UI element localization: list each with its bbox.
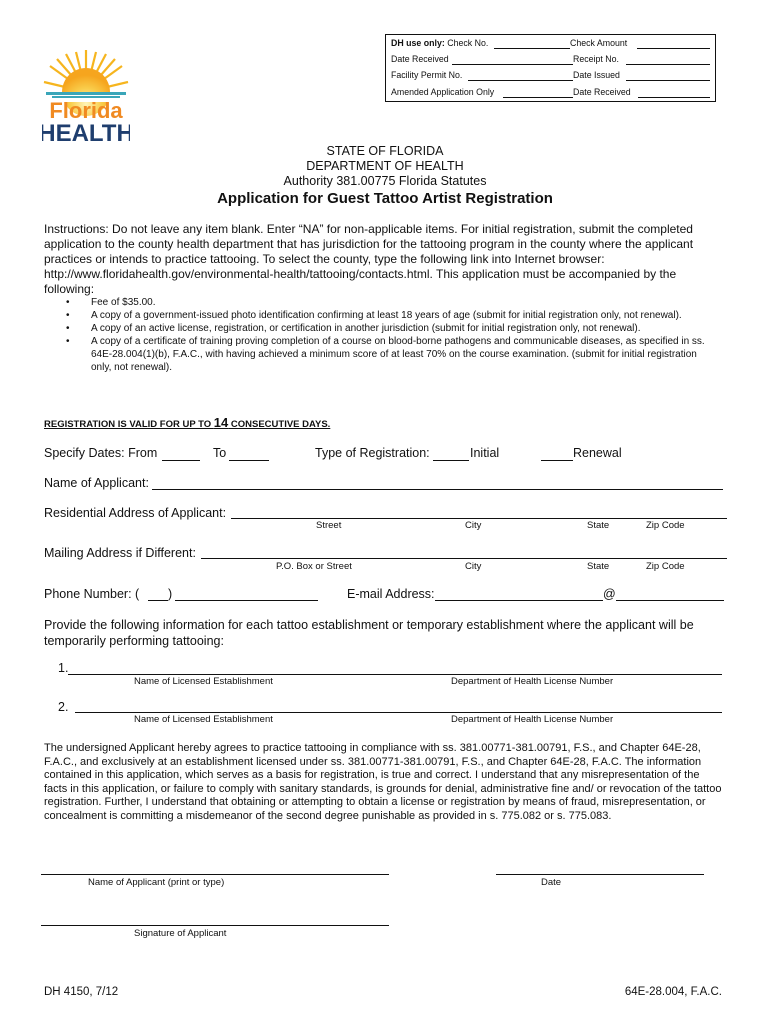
date-issued-label: Date Issued — [573, 70, 620, 80]
mailing-state-caption: State — [587, 561, 610, 572]
dates-from-label: Specify Dates: From — [44, 446, 158, 460]
mailing-zip-caption: Zip Code — [646, 561, 685, 572]
establishment-1-name-caption: Name of Licensed Establishment — [134, 676, 273, 687]
applicant-name-field[interactable] — [152, 489, 723, 490]
validity-post: CONSECUTIVE DAYS. — [228, 419, 331, 430]
residential-state-caption: State — [587, 520, 610, 531]
list-item: • A copy of an active license, registration, or certification in another jurisdiction (submit for initial registration only, not renewal). — [66, 322, 716, 335]
mailing-po-box-caption: P.O. Box or Street — [276, 561, 352, 572]
dh-use-only-label: DH use only: — [391, 38, 445, 48]
residential-zip-caption: Zip Code — [646, 520, 685, 531]
logo-text-health: HEALTH — [42, 120, 130, 144]
establishment-1-license-caption: Department of Health License Number — [451, 676, 614, 687]
residential-street-caption: Street — [316, 520, 342, 531]
establishment-1-number: 1. — [58, 661, 69, 675]
date-received-field[interactable] — [452, 64, 573, 65]
page-title: Application for Guest Tattoo Artist Registration — [217, 190, 553, 207]
amended-application-field[interactable] — [503, 97, 573, 98]
date-received-label: Date Received — [391, 54, 449, 64]
print-name-caption: Name of Applicant (print or type) — [88, 877, 225, 888]
applicant-name-label: Name of Applicant: — [44, 476, 149, 490]
check-no-label: Check No. — [444, 38, 489, 48]
dh-use-only-box — [385, 34, 716, 102]
establishment-2-name-caption: Name of Licensed Establishment — [134, 714, 273, 725]
residential-address-field[interactable] — [231, 518, 727, 519]
phone-label: Phone Number: ( — [44, 587, 140, 601]
date-from-field[interactable] — [162, 460, 200, 461]
residential-city-caption: City — [465, 520, 482, 531]
state-heading: STATE OF FLORIDA — [326, 144, 444, 158]
check-amount-label: Check Amount — [570, 38, 628, 48]
validity-days: 14 — [213, 415, 229, 430]
residential-address-label: Residential Address of Applicant: — [44, 506, 227, 520]
date-caption: Date — [541, 877, 562, 888]
amended-date-received-field[interactable] — [638, 97, 710, 98]
list-item: • A copy of a government-issued photo identification confirming at least 18 years of age (submit for initial registration only, not renewal). — [66, 309, 716, 322]
facility-permit-label: Facility Permit No. — [391, 70, 463, 80]
check-amount-field[interactable] — [637, 48, 710, 49]
validity-notice — [44, 415, 330, 430]
requirements-list — [66, 296, 716, 374]
phone-number-field[interactable] — [175, 600, 318, 601]
mailing-address-field[interactable] — [201, 558, 727, 559]
date-signed-field[interactable] — [496, 874, 704, 875]
florida-health-logo — [42, 48, 130, 144]
logo-text-florida: Florida — [49, 98, 123, 123]
sun-icon — [42, 48, 130, 144]
amended-application-label: Amended Application Only — [391, 87, 495, 97]
signature-caption: Signature of Applicant — [134, 928, 227, 939]
list-item: • Fee of $35.00. — [66, 296, 716, 309]
dates-to-label: To — [213, 446, 227, 460]
form-number: DH 4150, 7/12 — [44, 986, 119, 998]
email-at-sign: @ — [603, 587, 616, 601]
authority-line: Authority 381.00775 Florida Statutes — [283, 174, 487, 188]
instructions-text: Instructions: Do not leave any item blank. Enter “NA” for non-applicable items. For initial registration, submit the completed application to the county health department that has jurisdiction for the tattooing program in the county where the applicant practices or intends to practice tattooing. To select the county, type the following link into Internet browser: http://www.floridahealth.gov/environmental-health/tattooing/contacts.html. This application must be accompanied by the following: — [44, 222, 694, 296]
establishment-2-number: 2. — [58, 700, 69, 714]
email-user-field[interactable] — [435, 600, 603, 601]
phone-area-code-field[interactable] — [148, 600, 168, 601]
establishment-2-field[interactable] — [75, 712, 722, 713]
facility-permit-field[interactable] — [468, 80, 573, 81]
renewal-checkbox-line[interactable] — [541, 460, 573, 461]
phone-paren: ) — [168, 587, 173, 601]
renewal-label: Renewal — [573, 446, 622, 460]
date-to-field[interactable] — [229, 460, 269, 461]
rule-citation: 64E-28.004, F.A.C. — [624, 986, 722, 998]
applicant-print-name-field[interactable] — [41, 874, 389, 875]
signature-field[interactable] — [41, 925, 389, 926]
establishment-2-license-caption: Department of Health License Number — [451, 714, 614, 725]
establishment-1-field[interactable] — [68, 674, 722, 675]
date-issued-field[interactable] — [626, 80, 710, 81]
department-heading: DEPARTMENT OF HEALTH — [306, 159, 464, 173]
receipt-no-field[interactable] — [626, 64, 710, 65]
amended-date-received-label: Date Received — [573, 87, 631, 97]
validity-pre: REGISTRATION IS VALID FOR UP TO — [44, 419, 214, 430]
email-domain-field[interactable] — [616, 600, 724, 601]
check-no-field[interactable] — [494, 48, 570, 49]
establishment-instructions: Provide the following information for each tattoo establishment or temporary establishment where the applicant will be temporarily performing tattooing: — [44, 618, 694, 648]
dh-row-check — [391, 38, 488, 48]
email-label: E-mail Address: — [347, 587, 435, 601]
initial-label: Initial — [470, 446, 500, 460]
list-item: • A copy of a certificate of training proving completion of a course on blood-borne pathogens and communicable diseases, as specified in ss. 64E-28.004(1)(b), F.A.C., with having achieved a minimum score of at least 70% on the course examination. (submit for initial registration only, not renewal). — [66, 335, 716, 374]
applicant-agreement: The undersigned Applicant hereby agrees to practice tattooing in compliance with ss. 381.00771-381.00791, F.S., and Chapter 64E-28, F.A.C., and exclusively at an establishment licensed under ss. 381.00771-381.00791, F.S., and Chapter 64E-28, F.A.C. The information contained in this application, which serves as a basis for registration, is true and correct. I understand that any misrepresentation of the facts in this application, or failure to comply with sanitary standards, is grounds for denial, administrative fine and/ or revocation of the tattoo registration. Further, I understand that obtaining or attempting to obtain a license or registration by means of fraud, misrepresentation, or concealment is committing a misdemeanor of the second degree punishable as provided in s. 775.082 or s. 775.083. — [44, 742, 722, 822]
initial-checkbox-line[interactable] — [433, 460, 469, 461]
mailing-address-label: Mailing Address if Different: — [44, 546, 196, 560]
receipt-no-label: Receipt No. — [573, 54, 619, 64]
mailing-city-caption: City — [465, 561, 482, 572]
registration-type-label: Type of Registration: — [315, 446, 430, 460]
